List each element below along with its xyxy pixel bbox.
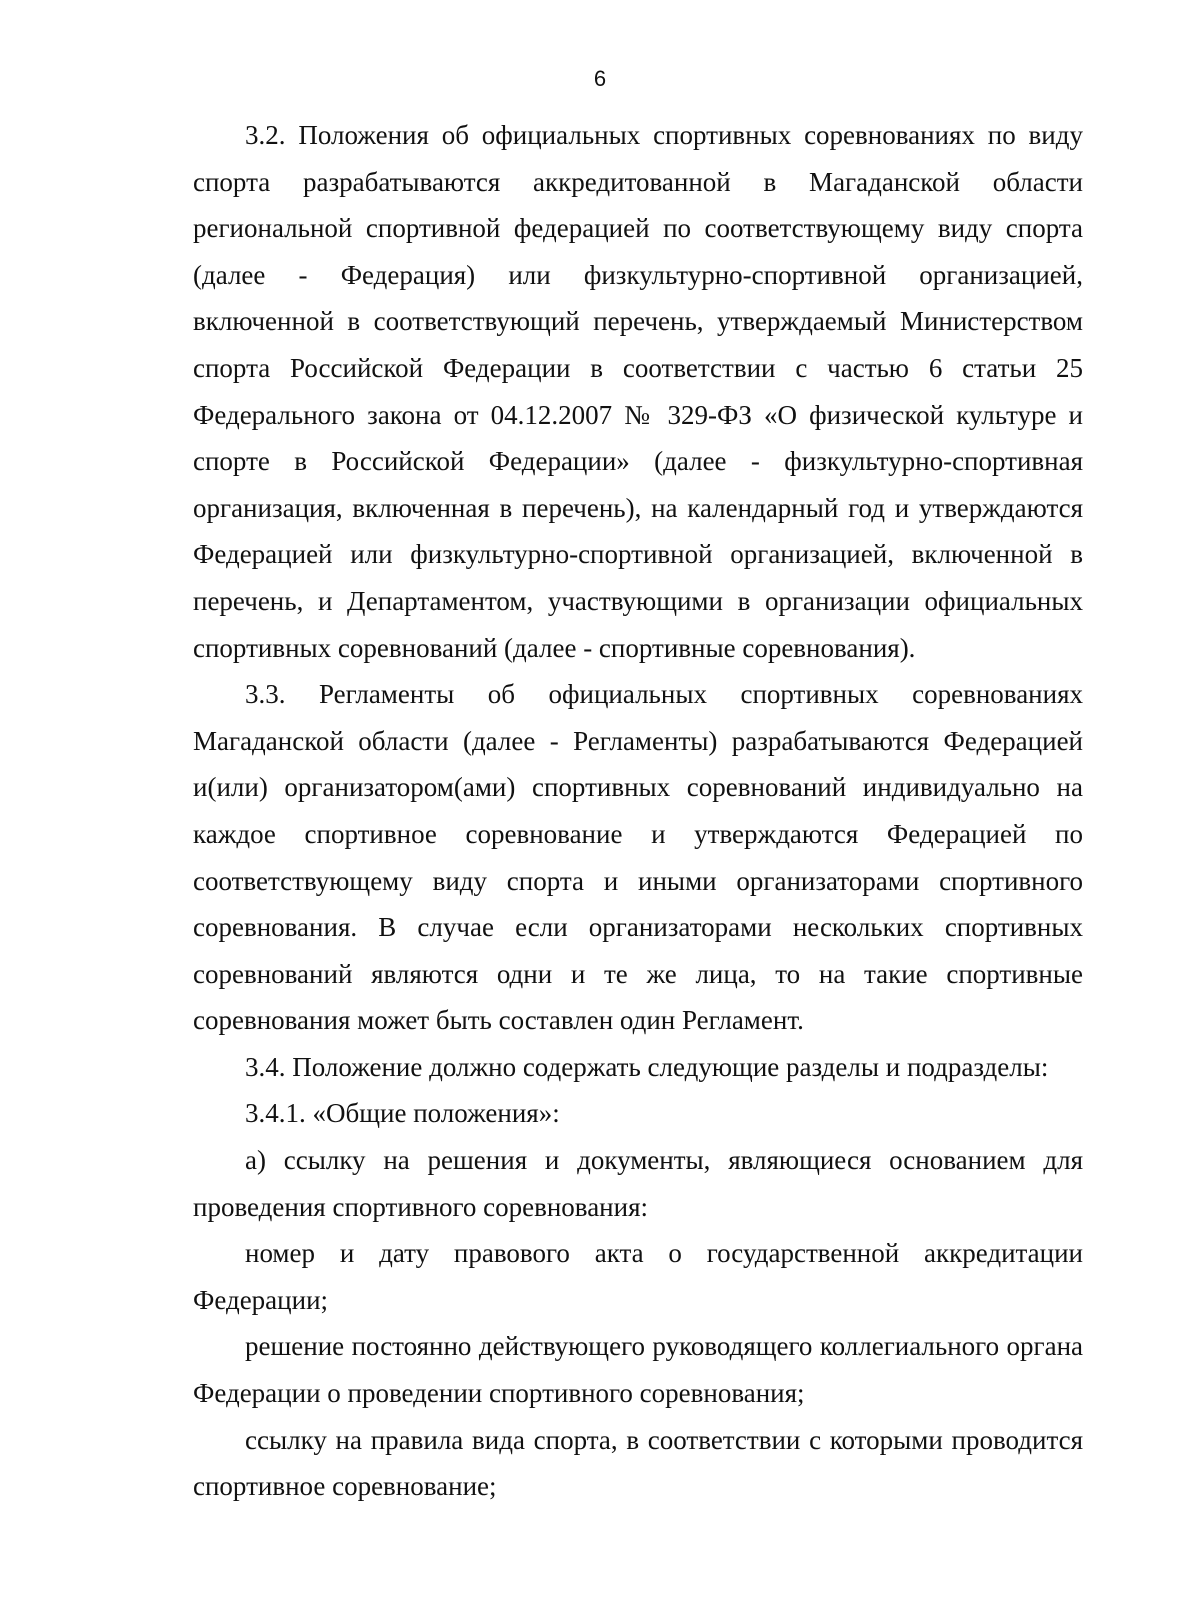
paragraph-3-4: 3.4. Положение должно содержать следующие разделы и подразделы: xyxy=(245,1051,1049,1082)
paragraph-item-a: а) ссылку на решения и документы, являющиеся основанием для проведения спортивного соревнования: xyxy=(193,1145,1083,1222)
paragraph-3-2: 3.2. Положения об официальных спортивных соревнованиях по виду спорта разрабатываются аккредитованной в Магаданской области региональной спортивной федерацией по соответствующему виду спорта (далее - Федерация) или физкультурно-спортивной организацией, включенной в соответствующий перечень, утверждаемый Министерством спорта Российской Федерации в соответствии с частью 6 статьи 25 Федерального закона от 04.12.2007 № 329-ФЗ «О физической культуре и спорте в Российской Федерации» (далее - физкультурно-спортивная организация, включенная в перечень), на календарный год и утверждаются Федерацией или физкультурно-спортивной организацией, включенной в перечень, и Департаментом, участвующими в организации официальных спортивных соревнований (далее - спортивные соревнования). xyxy=(193,120,1083,663)
paragraph-accreditation-act: номер и дату правового акта о государственной аккредитации Федерации; xyxy=(193,1238,1083,1315)
document-body xyxy=(193,112,1083,1510)
page-number: 6 xyxy=(593,66,607,91)
paragraph-sport-rules: ссылку на правила вида спорта, в соответствии с которыми проводится спортивное соревнование; xyxy=(193,1424,1083,1502)
paragraph-3-4-1: 3.4.1. «Общие положения»: xyxy=(245,1098,560,1129)
paragraph-3-3: 3.3. Регламенты об официальных спортивных соревнованиях Магаданской области (далее - Регламенты) разрабатываются Федерацией и(или) организатором(ами) спортивных соревнований индивидуально на каждое спортивное соревнование и утверждаются Федерацией по соответствующему виду спорта и иными организаторами спортивного соревнования. В случае если организаторами нескольких спортивных соревнований являются одни и те же лица, то на такие спортивные соревнования может быть составлен один Регламент. xyxy=(193,679,1083,1036)
paragraph-collegial-decision: решение постоянно действующего руководящего коллегиального органа Федерации о проведении спортивного соревнования; xyxy=(193,1331,1083,1409)
